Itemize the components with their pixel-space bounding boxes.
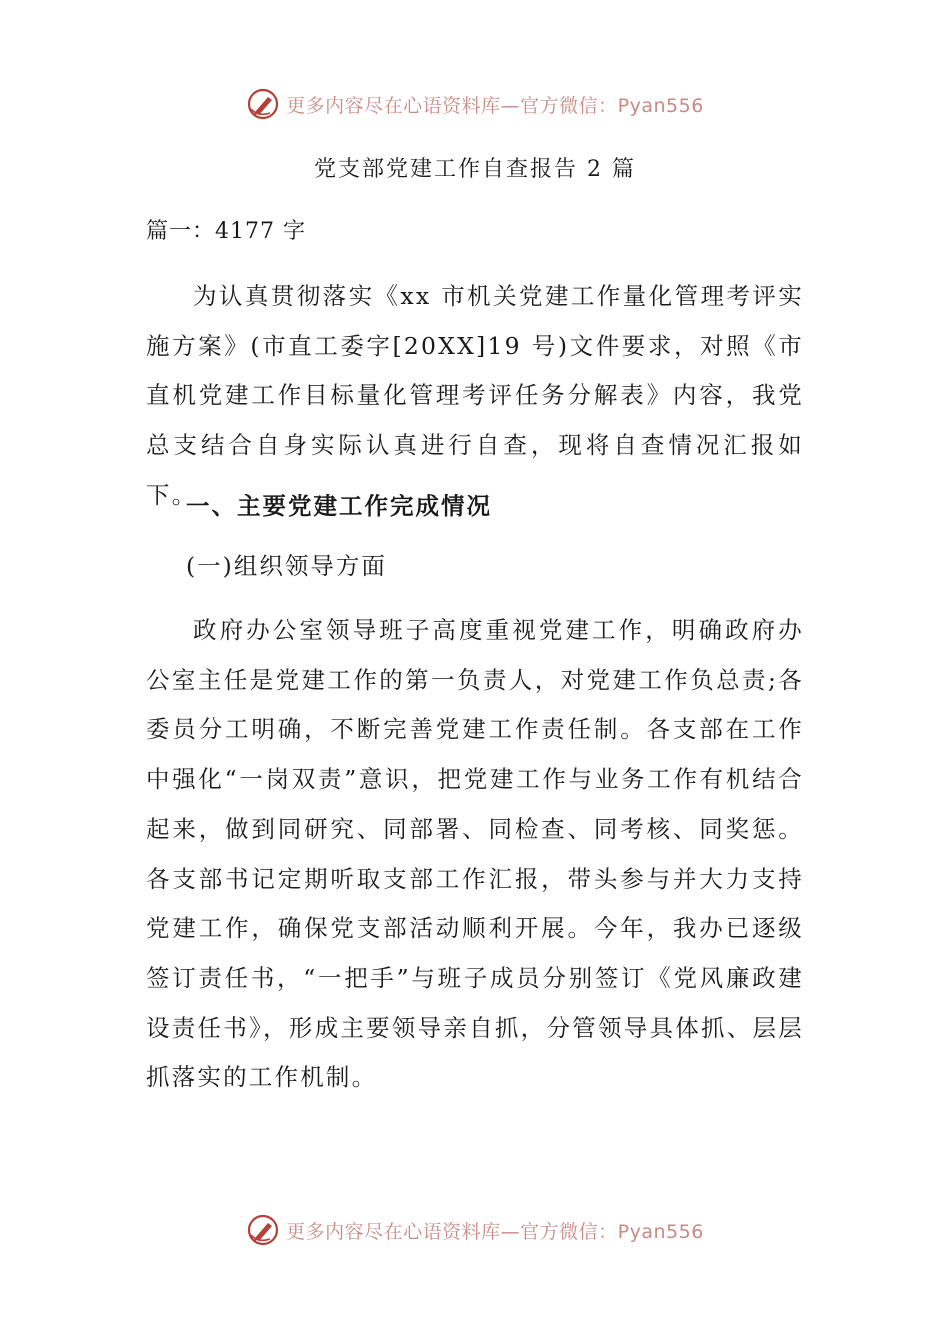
watermark-text: 更多内容尽在心语资料库—官方微信：Pyan556 — [286, 94, 704, 117]
watermark-text: 更多内容尽在心语资料库—官方微信：Pyan556 — [286, 1220, 704, 1243]
watermark-header — [0, 84, 950, 124]
pen-nib-logo-icon — [246, 1213, 280, 1247]
intro-paragraph: 为认真贯彻落实《xx 市机关党建工作量化管理考评实施方案》(市直工委字[20XX]19 号)文件要求，对照《市直机党建工作目标量化管理考评任务分解表》内容，我党总支结合自身实际认真进行自查，现将自查情况汇报如下。 — [146, 282, 804, 509]
body-paragraph: 政府办公室领导班子高度重视党建工作，明确政府办公室主任是党建工作的第一负责人，对党建工作负总责;各委员分工明确，不断完善党建工作责任制。各支部在工作中强化“一岗双责”意识，把党建工作与业务工作有机结合起来，做到同研究、同部署、同检查、同考核、同奖惩。各支部书记定期听取支部工作汇报，带头参与并大力支持党建工作，确保党支部活动顺利开展。今年，我办已逐级签订责任书，“一把手”与班子成员分别签订《党风廉政建设责任书》，形成主要领导亲自抓，分管领导具体抓、层层抓落实的工作机制。 — [146, 616, 804, 1092]
section-heading: 一、主要党建工作完成情况 — [186, 492, 492, 520]
pen-nib-logo-icon — [246, 87, 280, 121]
chapter-label: 篇一：4177 字 — [146, 219, 306, 244]
document-title: 党支部党建工作自查报告 2 篇 — [314, 157, 636, 182]
watermark-footer — [0, 1210, 950, 1250]
subsection-heading: (一)组织领导方面 — [186, 552, 387, 580]
